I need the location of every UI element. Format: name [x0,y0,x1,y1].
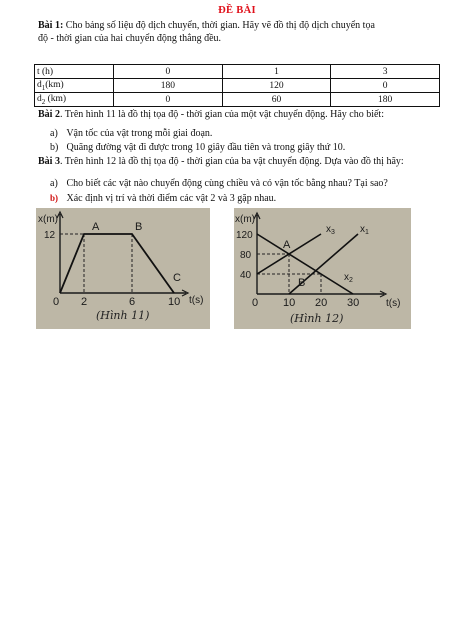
item-label: b) [50,142,59,153]
table-cell: 1 [222,65,331,79]
figure-12-graph [234,208,411,329]
table-cell: 0 [114,65,223,79]
table-row [35,65,440,79]
x-tick-label: 2 [81,296,88,308]
bai1-line2: độ - thời gian của hai chuyển động thẳng đều. [38,32,222,44]
bai3-item-a [50,178,388,190]
figure-11-graph [36,208,210,329]
item-text: Vận tốc của vật trong mỗi giai đoạn. [66,128,213,139]
series-label-sub: 3 [331,229,335,236]
bai1-paragraph [38,20,448,45]
table-cell [35,93,114,107]
bai2-item-b [50,142,345,154]
x-tick-label: 0 [53,296,60,308]
table-cell: t (h) [35,65,114,79]
table-cell: 180 [114,79,223,93]
x-tick-label: 10 [168,296,181,308]
bai2-text: . Trên hình 11 là đồ thị tọa độ - thời gian của một vật chuyển động. Hãy cho biết: [59,109,384,120]
x-axis-label: t(s) [189,295,204,306]
table-row [35,93,440,107]
row-head-sub: 1 [41,83,46,92]
series-label-main: x [360,224,365,235]
bai3-text: . Trên hình 12 là đồ thị tọa độ - thời gian của ba vật chuyển động. Dựa vào đồ thị hãy: [59,156,404,167]
item-label: a) [50,178,58,189]
x-tick-label: 20 [315,297,328,309]
item-label: b) [50,193,59,203]
row-head-main: d [37,93,42,104]
bai3-label: Bài 3 [38,156,60,167]
series-label-x2 [344,272,353,284]
bai3-item-b [50,192,276,205]
table-cell [35,79,114,93]
row-head-tail: (km) [45,93,67,104]
table-cell: 120 [222,79,331,93]
row-head-tail: (km) [45,79,64,90]
y-tick-label: 80 [240,250,252,261]
table-cell: 180 [331,93,440,107]
y-tick-label: 120 [236,230,253,241]
table-cell: 0 [114,93,223,107]
figure-12-photo [234,208,411,329]
row-head-main: d [37,79,42,90]
item-text: Xác định vị trí và thời điểm các vật 2 và 3 gặp nhau. [66,193,277,204]
figure-12-caption: (Hình 12) [290,312,344,325]
figure-11-photo [36,208,210,329]
item-label: a) [50,128,58,139]
row-head-sub: 2 [41,97,46,106]
table-cell: 60 [222,93,331,107]
series-label-main: x [326,224,331,235]
point-label-b: B [135,221,143,233]
series-label-x3 [326,224,335,236]
x-axis-label: t(s) [386,298,401,309]
x-tick-label: 6 [129,296,136,308]
bai2-item-a [50,128,212,140]
x-tick-label: 0 [252,297,259,309]
point-label-a: A [92,221,100,233]
y-tick-label: 12 [44,230,56,241]
motion-line [60,234,174,293]
bai2-paragraph [38,109,458,122]
series-label-main: x [344,272,349,283]
bai1-line1: Cho bảng số liệu độ dịch chuyển, thời gian. Hãy vẽ đồ thị độ dịch chuyển tọa [63,20,375,31]
y-axis-label: x(m) [235,214,255,225]
bai1-label: Bài 1: [38,20,64,31]
bai2-label: Bài 2 [38,109,60,120]
x-tick-label: 30 [347,297,360,309]
data-table [34,64,440,107]
series-label-x1 [360,224,369,236]
series-label-sub: 1 [365,229,369,236]
point-label-a: A [283,239,291,251]
item-text: Cho biết các vật nào chuyển động cùng chiều và có vận tốc bằng nhau? Tại sao? [66,178,388,189]
table-cell: 3 [331,65,440,79]
point-label-c: C [173,272,181,284]
table-row [35,79,440,93]
series-label-sub: 2 [349,277,353,284]
point-label-b: B [298,277,306,289]
table-cell: 0 [331,79,440,93]
y-tick-label: 40 [240,270,252,281]
x-tick-label: 10 [283,297,296,309]
figure-11-caption: (Hình 11) [96,309,150,322]
bai3-paragraph [38,156,458,169]
y-axis-label: x(m) [38,214,58,225]
page-title: ĐỀ BÀI [218,5,256,16]
item-text: Quãng đường vật đi được trong 10 giây đầu tiên và trong giây thứ 10. [66,142,346,153]
